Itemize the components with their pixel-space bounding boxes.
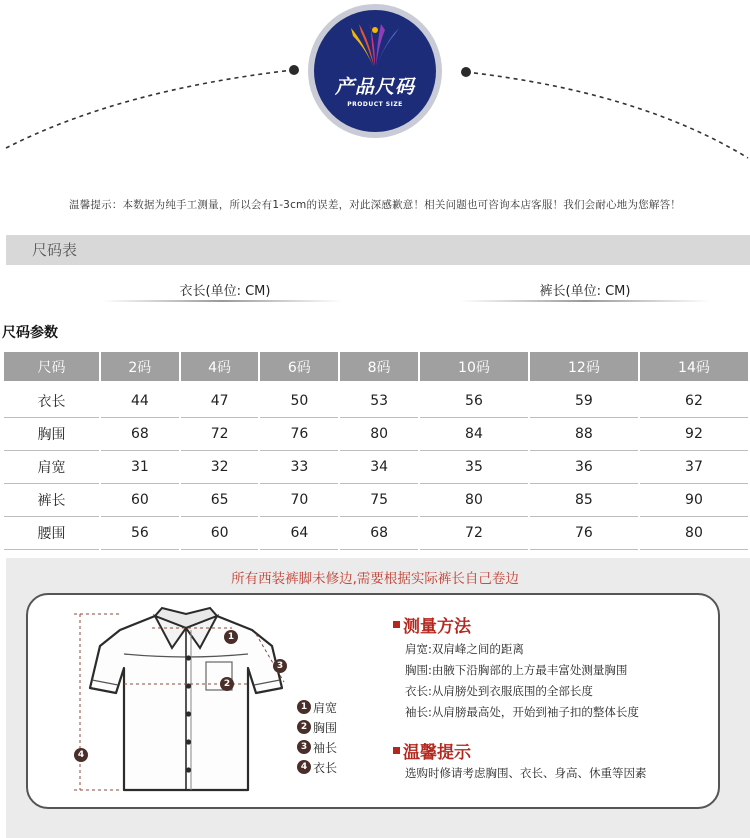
table-row bbox=[4, 385, 748, 418]
table-cell: 31 bbox=[101, 451, 179, 484]
brand-logo-icon bbox=[347, 22, 403, 68]
legend-number: 3 bbox=[297, 740, 311, 754]
table-cell: 68 bbox=[340, 517, 418, 550]
table-cell: 68 bbox=[101, 418, 179, 451]
table-cell: 60 bbox=[181, 517, 259, 550]
legend-item bbox=[297, 717, 337, 737]
header-cell: 8码 bbox=[340, 352, 418, 385]
table-cell: 80 bbox=[640, 517, 748, 550]
measure-line: 衣长:从肩膀处到衣服底围的全部长度 bbox=[405, 684, 593, 698]
marker-3: 3 bbox=[273, 659, 287, 673]
table-cell: 70 bbox=[260, 484, 338, 517]
marker-1: 1 bbox=[224, 630, 238, 644]
measure-method bbox=[393, 612, 639, 723]
table-cell: 33 bbox=[260, 451, 338, 484]
product-size-badge bbox=[308, 4, 442, 138]
table-cell: 34 bbox=[340, 451, 418, 484]
subhead-pant-length: 裤长(单位: CM) bbox=[539, 284, 631, 299]
row-label: 裤长 bbox=[4, 484, 99, 517]
table-cell: 59 bbox=[530, 385, 638, 418]
table-cell: 35 bbox=[420, 451, 528, 484]
measure-method-heading bbox=[393, 612, 639, 637]
header-cell: 14码 bbox=[640, 352, 748, 385]
table-cell: 72 bbox=[420, 517, 528, 550]
table-cell: 76 bbox=[260, 418, 338, 451]
legend-number: 4 bbox=[297, 760, 311, 774]
notice-text: 温馨提示：本数据为纯手工测量，所以会有1-3cm的误差，对此深感歉意！相关问题也可咨询本店客服！我们会耐心地为您解答！ bbox=[69, 199, 681, 211]
table-cell: 37 bbox=[640, 451, 748, 484]
legend-label: 衣长 bbox=[313, 760, 338, 775]
table-cell: 75 bbox=[340, 484, 418, 517]
table-cell: 44 bbox=[101, 385, 179, 418]
tips-section bbox=[393, 738, 647, 784]
marker-4: 4 bbox=[74, 748, 88, 762]
table-cell: 90 bbox=[640, 484, 748, 517]
subhead-underline-right bbox=[460, 300, 710, 302]
measure-method-title: 测量方法 bbox=[403, 617, 471, 637]
header-cell: 12码 bbox=[530, 352, 638, 385]
table-cell: 56 bbox=[420, 385, 528, 418]
legend-label: 肩宽 bbox=[313, 700, 338, 715]
table-cell: 92 bbox=[640, 418, 748, 451]
row-label: 腰围 bbox=[4, 517, 99, 550]
red-square-icon bbox=[393, 621, 400, 628]
shirt-diagram bbox=[60, 598, 300, 808]
hem-note: 所有西装裤脚未修边,需要根据实际裤长自己卷边 bbox=[231, 571, 519, 587]
row-label: 胸围 bbox=[4, 418, 99, 451]
legend-item bbox=[297, 757, 337, 777]
subhead-underline-left bbox=[102, 300, 342, 302]
table-cell: 76 bbox=[530, 517, 638, 550]
table-cell: 65 bbox=[181, 484, 259, 517]
measure-line: 肩宽:双肩峰之间的距离 bbox=[405, 642, 524, 656]
header-cell: 6码 bbox=[260, 352, 338, 385]
row-label: 衣长 bbox=[4, 385, 99, 418]
table-cell: 72 bbox=[181, 418, 259, 451]
table-cell: 84 bbox=[420, 418, 528, 451]
badge-subtitle: PRODUCT SIZE bbox=[347, 101, 403, 108]
table-row bbox=[4, 451, 748, 484]
table-cell: 53 bbox=[340, 385, 418, 418]
table-cell: 47 bbox=[181, 385, 259, 418]
marker-2: 2 bbox=[220, 677, 234, 691]
table-header-row bbox=[4, 352, 748, 385]
params-title: 尺码参数 bbox=[2, 325, 58, 341]
row-label: 肩宽 bbox=[4, 451, 99, 484]
badge-title: 产品尺码 bbox=[334, 76, 415, 98]
header-cell: 4码 bbox=[181, 352, 259, 385]
tips-title: 温馨提示 bbox=[403, 743, 471, 763]
header-cell: 尺码 bbox=[4, 352, 99, 385]
legend-number: 1 bbox=[297, 700, 311, 714]
legend-item bbox=[297, 737, 337, 757]
table-cell: 36 bbox=[530, 451, 638, 484]
table-cell: 64 bbox=[260, 517, 338, 550]
table-row bbox=[4, 517, 748, 550]
legend-label: 袖长 bbox=[313, 740, 338, 755]
header-cell: 2码 bbox=[101, 352, 179, 385]
table-cell: 32 bbox=[181, 451, 259, 484]
measure-line: 胸围:由腋下沿胸部的上方最丰富处测量胸围 bbox=[405, 663, 628, 677]
subhead-top-length: 衣长(单位: CM) bbox=[179, 284, 271, 299]
table-cell: 60 bbox=[101, 484, 179, 517]
legend-number: 2 bbox=[297, 720, 311, 734]
table-cell: 88 bbox=[530, 418, 638, 451]
header-cell: 10码 bbox=[420, 352, 528, 385]
measure-line: 袖长:从肩膀最高处，开始到袖子扣的整体长度 bbox=[405, 705, 639, 719]
table-cell: 80 bbox=[340, 418, 418, 451]
diagram-legend bbox=[297, 697, 337, 777]
tips-line: 选购时修请考虑胸围、衣长、身高、休重等因素 bbox=[405, 766, 647, 780]
legend-item bbox=[297, 697, 337, 717]
table-row bbox=[4, 418, 748, 451]
legend-label: 胸围 bbox=[313, 720, 338, 735]
table-cell: 50 bbox=[260, 385, 338, 418]
size-table bbox=[2, 352, 750, 550]
table-cell: 85 bbox=[530, 484, 638, 517]
table-row bbox=[4, 484, 748, 517]
section-title: 尺码表 bbox=[6, 235, 750, 265]
table-cell: 62 bbox=[640, 385, 748, 418]
table-cell: 56 bbox=[101, 517, 179, 550]
table-cell: 80 bbox=[420, 484, 528, 517]
red-square-icon bbox=[393, 747, 400, 754]
tips-heading bbox=[393, 738, 647, 763]
